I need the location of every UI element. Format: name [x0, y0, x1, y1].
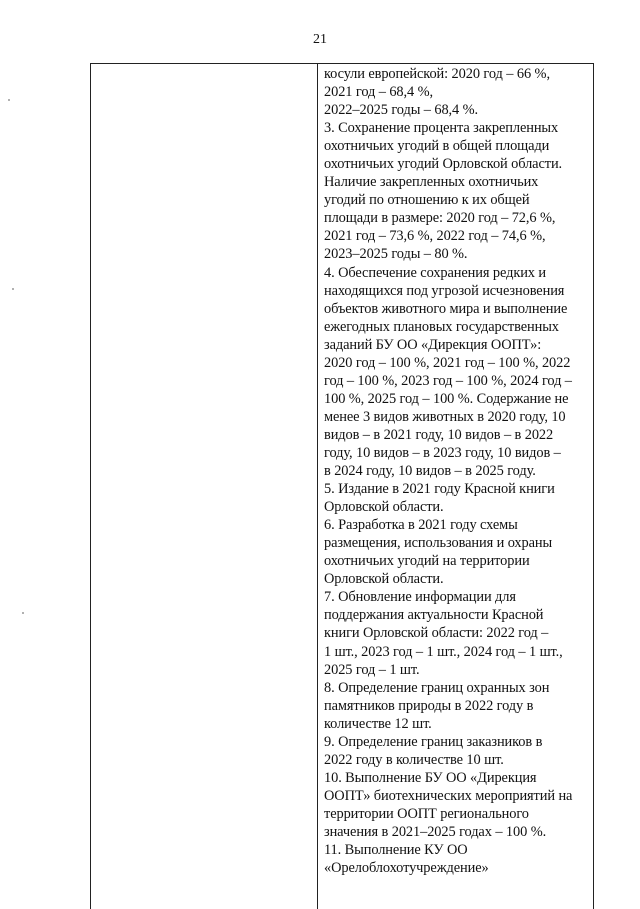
text-line: 8. Определение границ охранных зон	[324, 679, 550, 696]
text-line: объектов животного мира и выполнение	[324, 300, 568, 317]
column-divider	[317, 64, 318, 909]
text-line: 2020 год – 100 %, 2021 год – 100 %, 2022	[324, 354, 571, 371]
text-line: 1 шт., 2023 год – 1 шт., 2024 год – 1 шт.,	[324, 643, 563, 660]
text-line: году, 10 видов – в 2023 году, 10 видов –	[324, 444, 561, 461]
text-line: площади в размере: 2020 год – 72,6 %,	[324, 210, 556, 227]
text-line: менее 3 видов животных в 2020 году, 10	[324, 408, 566, 425]
text-line: угодий по отношению к их общей	[324, 192, 530, 209]
text-line: 2022 году в количестве 10 шт.	[324, 751, 504, 768]
text-line: в 2024 году, 10 видов – в 2025 году.	[324, 463, 536, 480]
text-line: заданий БУ ОО «Дирекция ООПТ»:	[324, 336, 542, 353]
text-line: 100 %, 2025 год – 100 %. Содержание не	[324, 390, 569, 407]
scan-artifact	[12, 288, 14, 290]
scan-artifact	[8, 99, 10, 101]
text-line: Орловской области.	[324, 499, 444, 516]
text-line: ежегодных плановых государственных	[324, 318, 559, 335]
text-line: «Орелоблохотучреждение»	[324, 860, 489, 877]
text-line: 11. Выполнение КУ ОО	[324, 842, 468, 859]
text-line: год – 100 %, 2023 год – 100 %, 2024 год –	[324, 372, 572, 389]
text-line: косули европейской: 2020 год – 66 %,	[324, 66, 550, 82]
table-right-cell	[324, 65, 589, 877]
scan-artifact	[22, 612, 24, 614]
text-line: 10. Выполнение БУ ОО «Дирекция	[324, 769, 537, 786]
text-line: ООПТ» биотехнических мероприятий на	[324, 787, 573, 804]
text-line: книги Орловской области: 2022 год –	[324, 625, 549, 642]
text-line: 5. Издание в 2021 году Красной книги	[324, 481, 555, 498]
text-line: Орловской области.	[324, 571, 444, 588]
document-table	[90, 63, 594, 909]
text-line: 2021 год – 68,4 %,	[324, 84, 433, 101]
text-line: 3. Сохранение процента закрепленных	[324, 120, 559, 137]
text-line: 7. Обновление информации для	[324, 589, 516, 606]
text-line: поддержания актуальности Красной	[324, 607, 544, 624]
text-line: значения в 2021–2025 годах – 100 %.	[324, 823, 547, 840]
text-line: памятников природы в 2022 году в	[324, 697, 534, 714]
text-line: 2025 год – 1 шт.	[324, 661, 420, 678]
text-line: количестве 12 шт.	[324, 715, 432, 732]
text-line: охотничьих угодий в общей площади	[324, 138, 550, 155]
text-line: Наличие закрепленных охотничьих	[324, 174, 539, 191]
page-number: 21	[313, 32, 327, 47]
text-line: 4. Обеспечение сохранения редких и	[324, 264, 547, 281]
text-line: размещения, использования и охраны	[324, 535, 553, 552]
text-line: 6. Разработка в 2021 году схемы	[324, 517, 518, 534]
text-line: 9. Определение границ заказников в	[324, 733, 543, 750]
text-line: находящихся под угрозой исчезновения	[324, 282, 565, 299]
text-line: 2022–2025 годы – 68,4 %.	[324, 102, 479, 119]
text-line: охотничьих угодий Орловской области.	[324, 156, 563, 173]
text-line: видов – в 2021 году, 10 видов – в 2022	[324, 426, 554, 443]
text-line: 2021 год – 73,6 %, 2022 год – 74,6 %,	[324, 228, 546, 245]
text-line: территории ООПТ регионального	[324, 805, 529, 822]
text-line: 2023–2025 годы – 80 %.	[324, 246, 468, 263]
text-line: охотничьих угодий на территории	[324, 553, 530, 570]
